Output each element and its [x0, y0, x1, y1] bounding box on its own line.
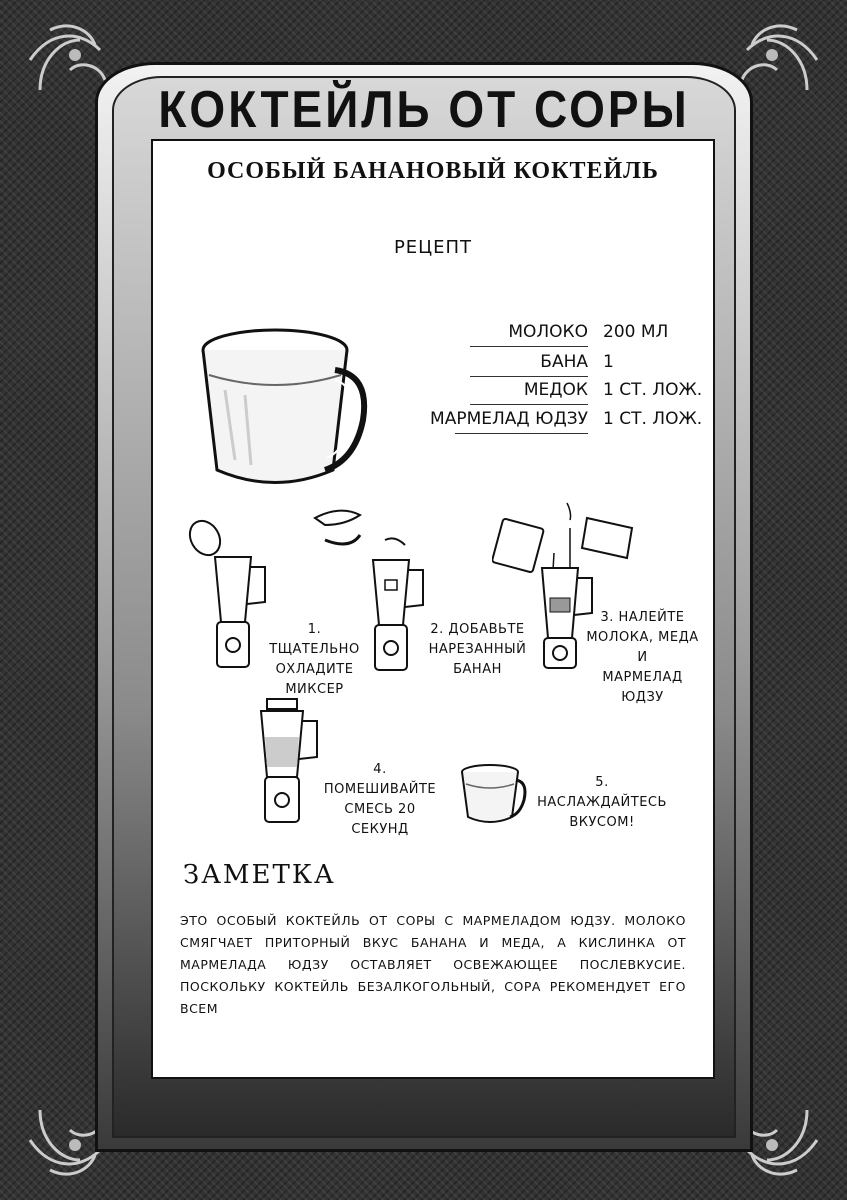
ingredient-amount: 1: [603, 352, 614, 372]
blender-with-banana-icon: [305, 500, 435, 675]
recipe-label: РЕЦЕПТ: [393, 237, 473, 258]
ingredient-divider: [470, 346, 588, 347]
step-4-text: 4. ПОМЕШИВАЙТЕ СМЕСЬ 20 СЕКУНД: [323, 762, 437, 837]
recipe-subtitle: ОСОБЫЙ БАНАНОВЫЙ КОКТЕЙЛЬ: [207, 158, 659, 184]
ingredient-name: МАРМЕЛАД ЮДЗУ: [430, 409, 588, 429]
step-1-text: 1. ТЩАТЕЛЬНО ОХЛАДИТЕ МИКСЕР: [269, 622, 360, 697]
page-title: КОКТЕЙЛЬ ОТ СОРЫ: [158, 79, 690, 139]
ingredient-name: МЕДОК: [523, 380, 588, 400]
note-body: ЭТО ОСОБЫЙ КОКТЕЙЛЬ ОТ СОРЫ С МАРМЕЛАДОМ ЮДЗУ. МОЛОКО СМЯГЧАЕТ ПРИТОРНЫЙ ВКУС БАНАНА И МЕДА, А КИСЛИНКА ОТ МАРМЕЛАДА ЮДЗУ ОСТАВЛЯЕТ ОСВЕЖАЮЩЕЕ ПОСЛЕВКУСИЕ. ПОСКОЛЬКУ КОКТЕЙЛЬ БЕЗАЛКОГОЛЬНЫЙ, СОРА РЕКОМЕНДУЕТ ЕГО ВСЕМ: [180, 913, 686, 1016]
ingredient-divider: [470, 404, 588, 405]
step-3-text: 3. НАЛЕЙТЕ МОЛОКА, МЕДА И МАРМЕЛАД ЮДЗУ: [586, 610, 699, 705]
ingredient-amount: 1 СТ. ЛОЖ.: [603, 380, 703, 400]
ingredient-name: БАНА: [540, 352, 588, 372]
glass-mug-icon: [195, 320, 375, 490]
ingredient-amount: 200 МЛ: [603, 322, 669, 342]
note-title: ЗАМЕТКА: [183, 860, 336, 890]
ingredient-name: МОЛОКО: [508, 322, 588, 342]
finished-cup-icon: [460, 762, 530, 827]
ingredient-amount: 1 СТ. ЛОЖ.: [603, 409, 703, 429]
step-5-text: 5. НАСЛАЖДАЙТЕСЬ ВКУСОМ!: [537, 775, 667, 830]
ingredient-divider: [455, 433, 588, 434]
step-2-text: 2. ДОБАВЬТЕ НАРЕЗАННЫЙ БАНАН: [428, 622, 527, 677]
ingredient-divider: [470, 376, 588, 377]
